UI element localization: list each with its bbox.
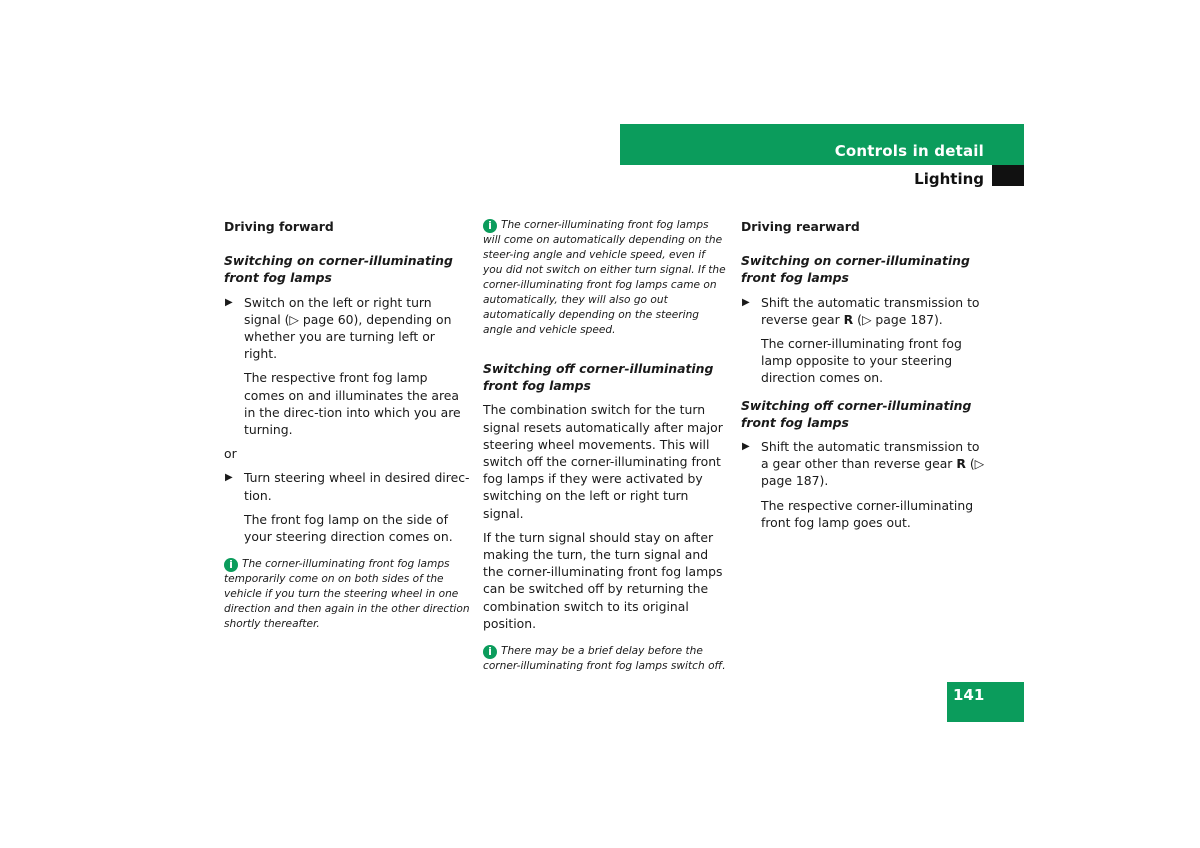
chapter-title: Controls in detail — [834, 142, 984, 160]
info-icon: i — [224, 558, 238, 572]
page-number-badge — [947, 682, 1024, 722]
step-result: The front fog lamp on the side of your steering direction comes on. — [244, 511, 453, 545]
bullet-icon: ▶ — [742, 441, 750, 453]
column-left — [224, 218, 470, 646]
note-text: There may be a brief delay before the corner-illuminating front fog lamps switch off. — [483, 645, 726, 673]
subheading-switch-off: Switching off corner-illuminating front fog lamps — [741, 397, 972, 430]
subheading-switch-on: Switching on corner-illuminating front fog lamps — [224, 253, 453, 286]
column-middle — [483, 218, 727, 688]
step-steering — [224, 469, 470, 503]
step-reverse-gear — [741, 294, 987, 328]
gear-label: R — [843, 311, 854, 327]
info-icon: i — [483, 219, 497, 233]
section-marker — [992, 165, 1024, 186]
info-icon: i — [483, 645, 497, 659]
bullet-icon: ▶ — [742, 296, 750, 308]
step-text: (▷ page 187). — [853, 311, 943, 327]
step-result: The corner-illuminating front fog lamp opposite to your steering direction comes on. — [761, 336, 962, 386]
subheading-switch-on: Switching on corner-illuminating front fog lamps — [741, 253, 970, 286]
step-text: Turn steering wheel in desired direc-tion. — [244, 470, 470, 503]
note-text: The corner-illuminating front fog lamps temporarily come on on both sides of the vehicle if you turn the steering wheel in one direction and then again in the other direction shortly thereafter. — [224, 558, 470, 631]
column-right — [741, 218, 987, 538]
info-note — [483, 644, 727, 674]
heading-driving-rearward: Driving rearward — [741, 219, 860, 234]
subheading-switch-off: Switching off corner-illuminating front fog lamps — [483, 361, 714, 394]
step-other-gear — [741, 438, 987, 490]
info-note — [483, 218, 727, 338]
gear-label: R — [956, 456, 966, 472]
bullet-icon: ▶ — [225, 296, 233, 308]
paragraph: The combination switch for the turn signal resets automatically after major steering wheel movements. This will switch off the corner-illuminating front fog lamps if they were activated by switching on the left or right turn signal. — [483, 402, 723, 521]
paragraph: If the turn signal should stay on after making the turn, the turn signal and the corner-illuminating front fog lamps can be switched off by returning the combination switch to its original position. — [483, 529, 723, 631]
step-result: The respective front fog lamp comes on and illuminates the area in the direc-tion into which you are turning. — [244, 370, 461, 438]
bullet-icon: ▶ — [225, 472, 233, 484]
note-text: The corner-illuminating front fog lamps will come on automatically depending on the steer-ing angle and vehicle speed, even if you did not switch on either turn signal. If the corner-illuminating front fog lamps came on automatically, they will also go out automatically depending on the steering angle and vehicle speed. — [483, 219, 726, 336]
step-text: (▷ page 187). — [761, 456, 985, 489]
heading-driving-forward: Driving forward — [224, 219, 334, 234]
or-text: or — [224, 446, 237, 462]
step-text: Shift the automatic transmission to reverse gear — [761, 294, 980, 327]
info-note — [224, 557, 470, 632]
step-result: The respective corner-illuminating front fog lamp goes out. — [761, 497, 974, 530]
step-text: Shift the automatic transmission to a gear other than reverse gear — [761, 439, 980, 472]
chapter-header-bar — [620, 124, 1024, 165]
section-title: Lighting — [914, 170, 984, 188]
step-text: Switch on the left or right turn signal (▷ page 60), depending on whether you are turning left or right. — [244, 294, 452, 362]
page-number: 141 — [953, 686, 985, 704]
step-turn-signal — [224, 294, 470, 363]
